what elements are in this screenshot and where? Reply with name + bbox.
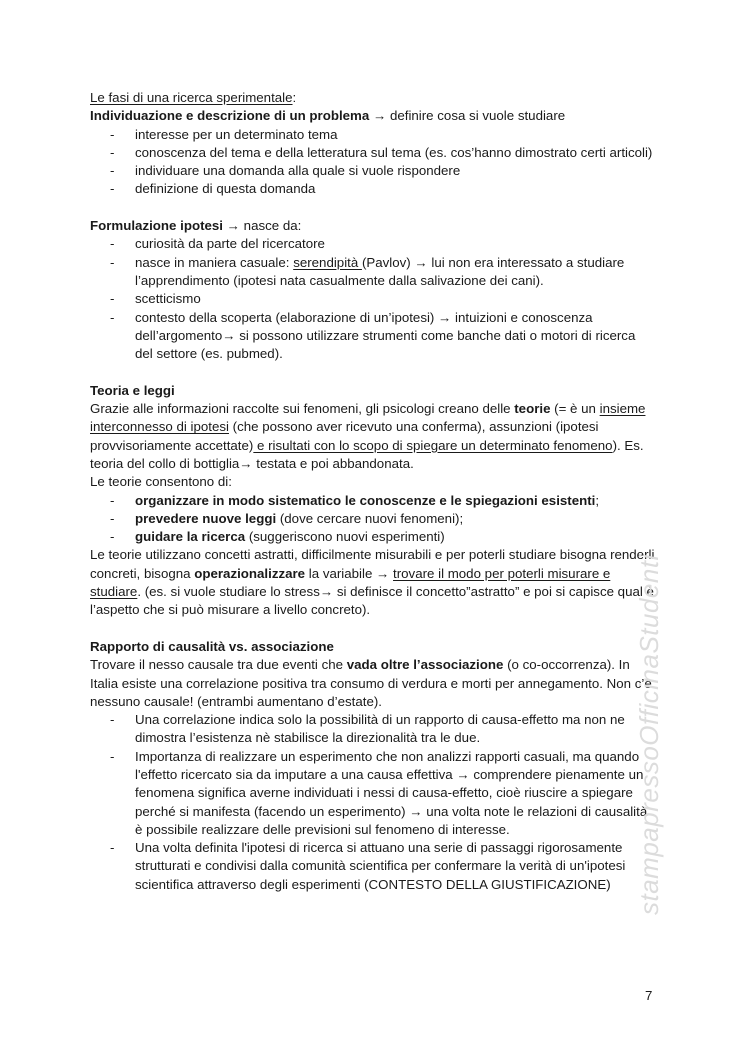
document-page <box>90 89 656 894</box>
dash-bullet: - <box>110 291 115 307</box>
dash-bullet: - <box>110 181 115 197</box>
section-causalita-title: Rapporto di causalità vs. associazione <box>90 638 334 654</box>
spacer <box>90 199 656 217</box>
spacer <box>90 620 656 638</box>
list-item: - Una correlazione indica solo la possibilità di un rapporto di causa-effetto ma non ne dimostra l’esistenza nè stabilisce la direzionalità tra le due. <box>110 712 625 746</box>
list-item: - contesto della scoperta (elaborazione di un’ipotesi) → intuizioni e conoscenza dell’argomento→ si possono utilizzare strumenti come banche dati o motori di ricerca del settore (es. pubmed). <box>110 309 636 362</box>
list-item: - organizzare in modo sistematico le conoscenze e le spiegazioni esistenti; <box>90 492 656 510</box>
list-item: - individuare una domanda alla quale si vuole rispondere <box>90 162 656 180</box>
heading-text: Le fasi di una ricerca sperimentale <box>90 90 293 105</box>
teoria-list <box>90 492 656 547</box>
dash-bullet: - <box>110 510 115 526</box>
list-item: - curiosità da parte del ricercatore <box>90 235 656 253</box>
dash-bullet: - <box>110 254 115 270</box>
list-item: - prevedere nuove leggi (dove cercare nuovi fenomeni); <box>90 510 656 528</box>
teoria-paragraph-1: Grazie alle informazioni raccolte sui fenomeni, gli psicologi creano delle teorie (= è un insieme interconnesso di ipotesi (che possono aver ricevuto una conferma), assunzioni (ipotesi provvisoriamente accettate) e risultati con lo scopo di spiegare un determinato fenomeno). Es. teoria del collo di bottiglia→ testata e poi abbandonata. <box>90 401 646 471</box>
watermark: stampapressoOfficinaStudenti <box>634 554 664 915</box>
list-item: - scetticismo <box>90 290 656 308</box>
list-item: - definizione di questa domanda <box>90 180 656 198</box>
dash-bullet: - <box>110 748 115 764</box>
page-number: 7 <box>645 988 653 1003</box>
causalita-list <box>90 711 656 894</box>
dash-bullet: - <box>110 126 115 142</box>
dash-bullet: - <box>110 492 115 508</box>
dash-bullet: - <box>110 840 115 856</box>
dash-bullet: - <box>110 163 115 179</box>
spacer <box>90 363 656 381</box>
dash-bullet: - <box>110 144 115 160</box>
problema-list <box>90 126 656 199</box>
list-item: - conoscenza del tema e della letteratura sul tema (es. cos’hanno dimostrato certi articoli) <box>90 144 656 162</box>
list-item: - interesse per un determinato tema <box>90 126 656 144</box>
ipotesi-list <box>90 235 656 363</box>
dash-bullet: - <box>110 712 115 728</box>
dash-bullet: - <box>110 529 115 545</box>
list-item: - guidare la ricerca (suggeriscono nuovi esperimenti) <box>90 528 656 546</box>
causalita-paragraph: Trovare il nesso causale tra due eventi che vada oltre l’associazione (o co-occorrenza). In Italia esiste una correlazione positiva tra consumo di verdura e morti per annegamento. Non c’è nessuno causale! (entrambi aumentano d’estate). <box>90 657 652 709</box>
serendipita-term: serendipità <box>293 254 362 270</box>
teoria-paragraph-2: Le teorie utilizzano concetti astratti, difficilmente misurabili e per poterli studiare bisogna renderli concreti, bisogna operazionalizzare la variabile → trovare il modo per poterli misurare e studiare. (es. si vuole studiare lo stress→ si definisce il concetto”astratto” e poi si capisce qual è l’aspetto che si può misurare a livello concreto). <box>90 547 655 618</box>
document-heading: Le fasi di una ricerca sperimentale: <box>90 90 297 105</box>
dash-bullet: - <box>110 236 115 252</box>
list-item: - Importanza di realizzare un esperimento che non analizzi rapporti casuali, ma quando l'effetto ricercato sia da imputare a una causa effettiva → comprendere pienamente un fenomena significa averne individuati i nessi di causa-effetto, cioè riuscire a spiegare perché si manifesta (facendo un esperimento) → una volta note le relazioni di causalità è possibile realizzare delle previsioni sul fenomeno di interesse. <box>110 748 648 837</box>
teoria-consentono: Le teorie consentono di: <box>90 474 232 490</box>
list-item: - Una volta definita l'ipotesi di ricerca si attuano una serie di passaggi rigorosamente strutturati e condivisi dalla comunità scientifica per confermare la verità di un'ipotesi scientifica attraverso degli esperimenti (CONTESTO DELLA GIUSTIFICAZIONE) <box>110 840 626 892</box>
section-ipotesi-title: Formulazione ipotesi → nasce da: <box>90 218 302 234</box>
section-teoria-title: Teoria e leggi <box>90 382 175 398</box>
section-problema-title: Individuazione e descrizione di un problema → definire cosa si vuole studiare <box>90 108 566 124</box>
dash-bullet: - <box>110 309 115 325</box>
list-item: - nasce in maniera casuale: serendipità (Pavlov) → lui non era interessato a studiare l’apprendimento (ipotesi nata casualmente dalla salivazione dei cani). <box>110 254 625 288</box>
